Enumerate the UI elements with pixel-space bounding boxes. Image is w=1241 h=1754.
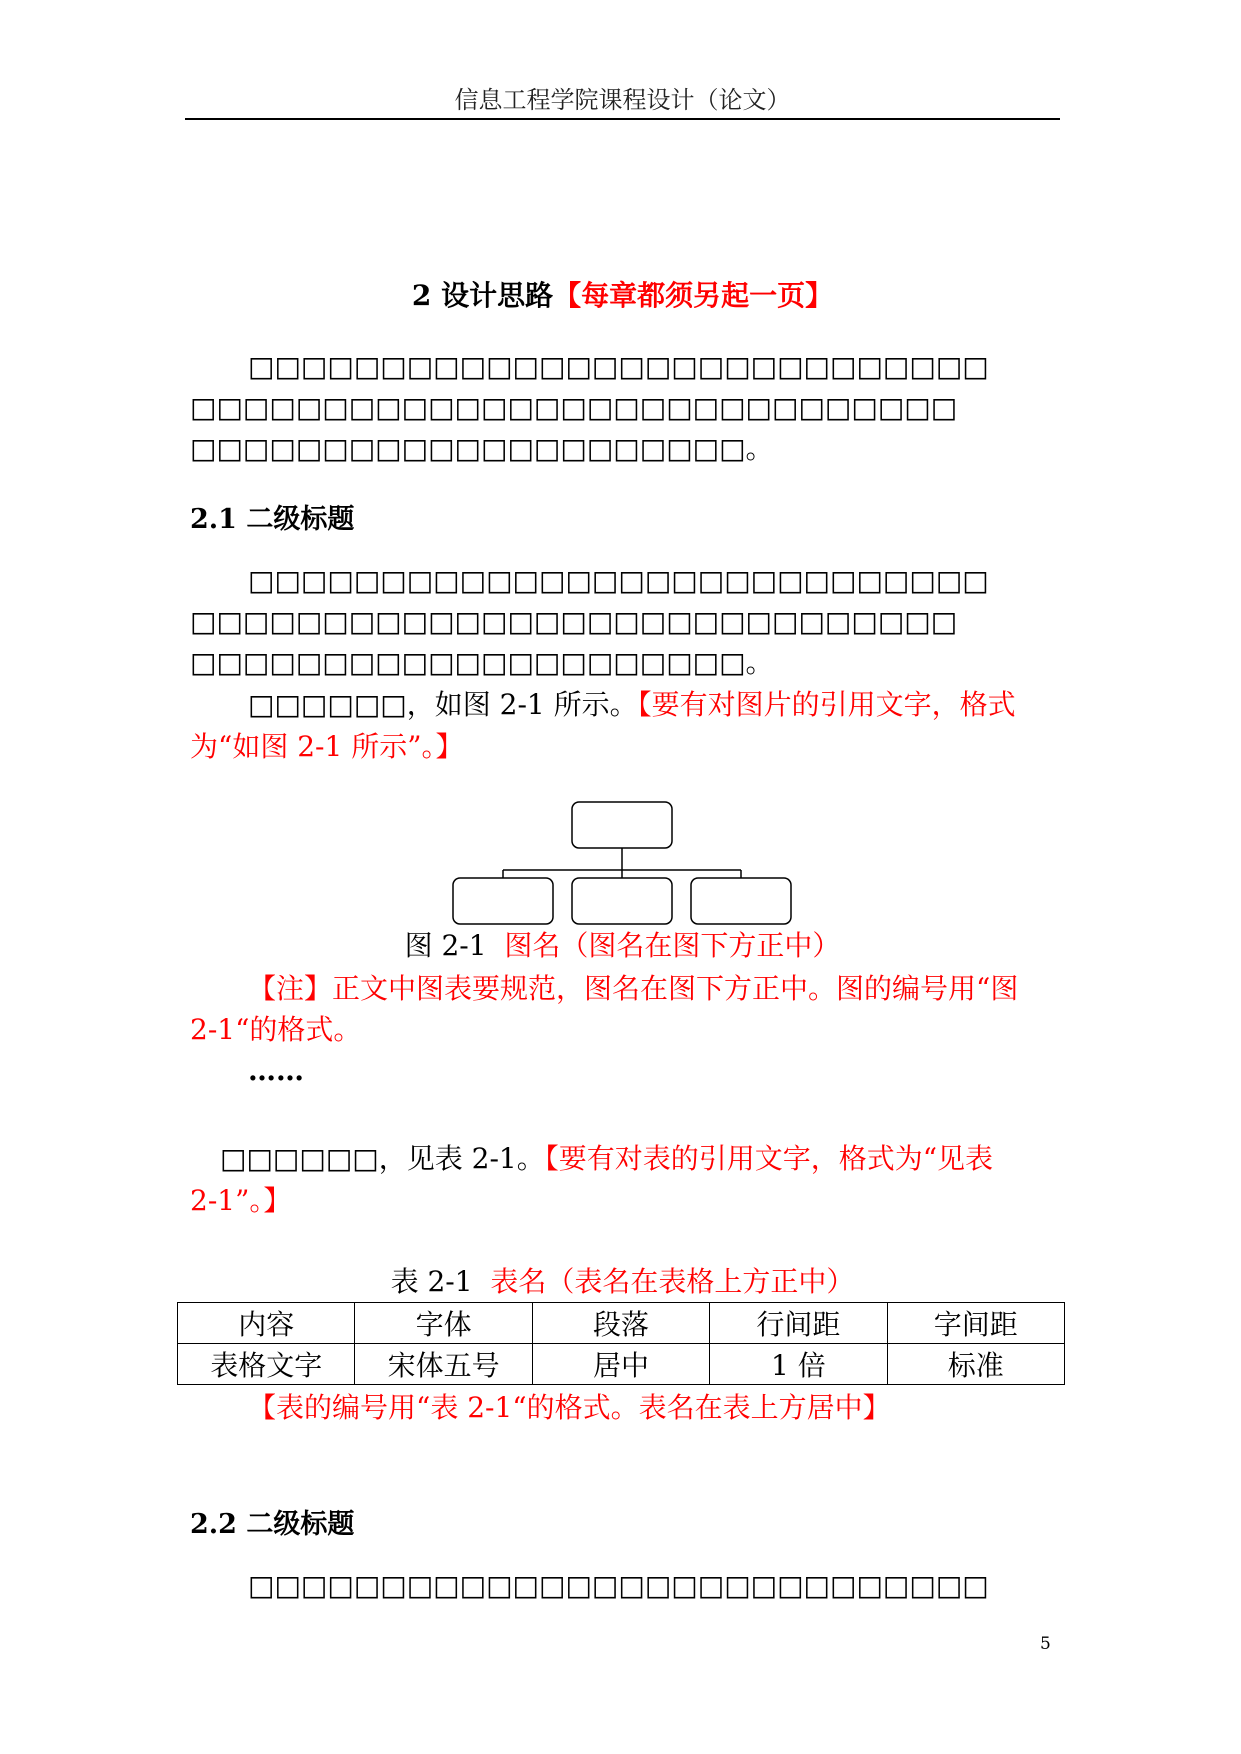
table-cell: 居中 [532,1344,709,1385]
figure-org-chart [448,800,798,926]
figure-ref-text: ，如图 2-1 所示。 [406,688,638,721]
paragraph-2-line-2: □□□□□□□□□□□□□□□□□□□□□□□□□□□□□ [190,605,958,638]
figure-ref-boxes: □□□□□□ [248,688,407,721]
table-cell: 标准 [887,1344,1064,1385]
page-number: 5 [1040,1634,1051,1654]
table-header-cell: 字间距 [887,1303,1064,1344]
table-header-cell: 字体 [355,1303,532,1344]
table-cell: 宋体五号 [355,1344,532,1385]
figure-caption [185,926,1060,966]
running-header: 信息工程学院课程设计（论文） [454,86,791,114]
figure-note-line-2: 2-1“的格式。 [190,1013,362,1046]
diagram-left-box [453,878,553,924]
table-header-cell: 段落 [532,1303,709,1344]
table-caption [185,1262,1060,1302]
table-ref-note-1: 【要有对表的引用文字，格式为“见表 [544,1142,994,1175]
figure-note-line-1: 【注】正文中图表要规范，图名在图下方正中。图的编号用“图 [248,972,1019,1005]
chapter-title [185,276,1060,316]
header-rule [185,118,1060,120]
table-header-cell: 行间距 [710,1303,887,1344]
chapter-number-title: 2 设计思路 [411,279,554,312]
table-caption-label: 表 2-1 [390,1265,473,1298]
chapter-note: 【每章都须另起一页】 [553,279,834,312]
figure-ref-note-1: 【要有对图片的引用文字，格式 [637,688,1016,721]
table-2-1 [177,1302,1065,1385]
figure-caption-name: 图名（图名在图下方正中） [504,929,841,962]
table-ref-note-2: 2-1”。】 [190,1184,292,1217]
figure-caption-label: 图 2-1 [404,929,487,962]
table-ref-text: ，见表 2-1。 [378,1142,545,1175]
section-heading-2-1: 2.1 二级标题 [190,504,355,535]
table-header-row [178,1303,1065,1344]
paragraph-1-line-3: □□□□□□□□□□□□□□□□□□□□□。 [190,432,774,465]
table-header-cell: 内容 [178,1303,355,1344]
ellipsis: …… [248,1054,304,1087]
table-row [178,1344,1065,1385]
table-cell: 1 倍 [710,1344,887,1385]
table-note: 【表的编号用“表 2-1“的格式。表名在表上方居中】 [248,1391,891,1424]
paragraph-1-line-2: □□□□□□□□□□□□□□□□□□□□□□□□□□□□□ [190,391,958,424]
table-ref-boxes: □□□□□□ [220,1142,379,1175]
table-reference [220,1138,1060,1179]
section-heading-2-2: 2.2 二级标题 [190,1509,355,1540]
figure-reference [248,684,1060,725]
paragraph-2-line-1: □□□□□□□□□□□□□□□□□□□□□□□□□□□□ [248,564,989,597]
paragraph-2-line-3: □□□□□□□□□□□□□□□□□□□□□。 [190,646,774,679]
diagram-right-box [691,878,791,924]
table-caption-name: 表名（表名在表格上方正中） [490,1265,855,1298]
paragraph-3-line-1: □□□□□□□□□□□□□□□□□□□□□□□□□□□□ [248,1569,989,1602]
diagram-top-box [572,802,672,848]
table-cell: 表格文字 [178,1344,355,1385]
paragraph-1-line-1: □□□□□□□□□□□□□□□□□□□□□□□□□□□□ [248,350,989,383]
figure-ref-note-2: 为“如图 2-1 所示”。】 [190,730,464,763]
diagram-middle-box [572,878,672,924]
